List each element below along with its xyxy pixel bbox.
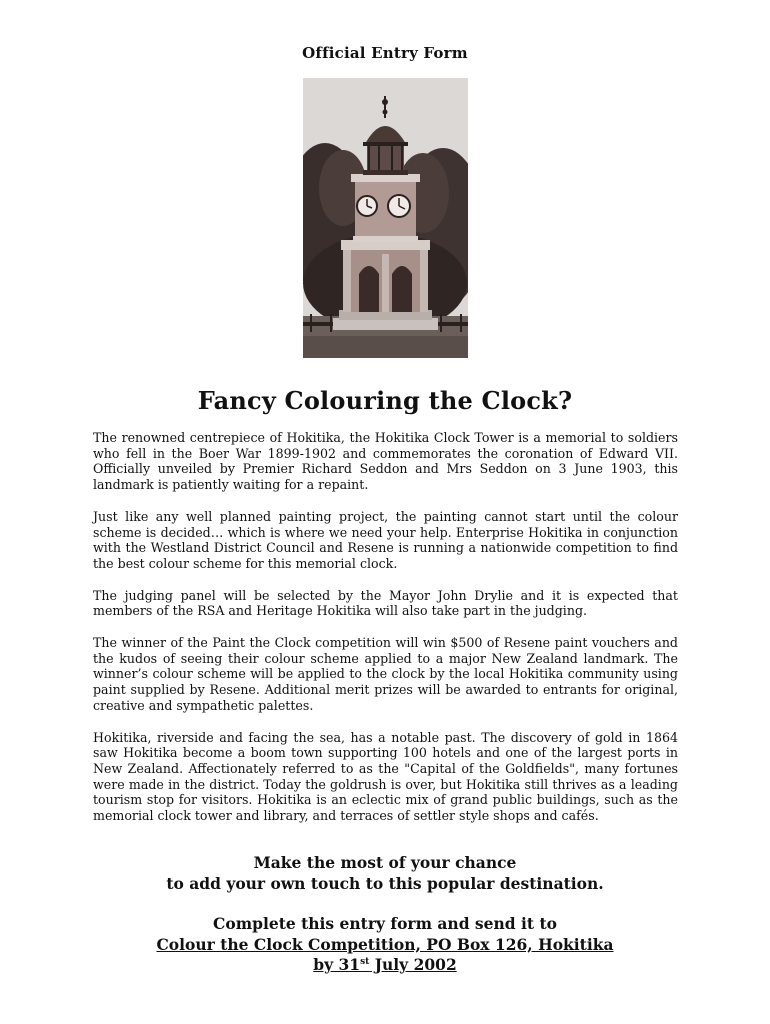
deadline-ordinal: st bbox=[360, 956, 370, 967]
paragraph-hokitika: Hokitika, riverside and facing the sea, has a notable past. The discovery of gold in 1864 saw Hokitika become a boom town supporting 100 hotels and one of the largest ports in New Zealand. Affectionately referred to as the "Capital of the Goldfields", many fortunes were made in the district. Today the goldrush is over, but Hokitika still thrives as a leading tourism stop for visitors. Hokitika is an eclectic mix of grand public buildings, such as the memorial clock tower and library, and terraces of settler style shops and cafés. bbox=[93, 729, 678, 824]
call-to-action bbox=[0, 853, 770, 894]
postal-address: Colour the Clock Competition, PO Box 126, Hokitika bbox=[156, 934, 614, 954]
page-title: Fancy Colouring the Clock? bbox=[197, 386, 573, 415]
body-text bbox=[93, 430, 678, 840]
clock-tower-illustration bbox=[303, 78, 468, 358]
deadline bbox=[0, 955, 770, 976]
clock-tower-photo bbox=[303, 78, 468, 358]
cta-line-1: Make the most of your chance bbox=[253, 853, 517, 872]
submission-instructions bbox=[0, 914, 770, 976]
paragraph-prize: The winner of the Paint the Clock competition will win $500 of Resene paint vouchers and the kudos of seeing their colour scheme applied to a major New Zealand landmark. The winner’s colour scheme will be applied to the clock by the local Hokitika community using paint supplied by Resene. Additional merit prizes will be awarded to entrants for original, creative and sympathetic palettes. bbox=[93, 635, 678, 713]
form-label: Official Entry Form bbox=[302, 44, 468, 62]
deadline-prefix: by 31 bbox=[313, 955, 361, 974]
paragraph-judging: The judging panel will be selected by the Mayor John Drylie and it is expected that members of the RSA and Heritage Hokitika will also take part in the judging. bbox=[93, 587, 678, 619]
cta-line-2: to add your own touch to this popular destination. bbox=[166, 873, 604, 893]
paragraph-history: The renowned centrepiece of Hokitika, the Hokitika Clock Tower is a memorial to soldiers who fell in the Boer War 1899-1902 and commemorates the coronation of Edward VII. Officially unveiled by Premier Richard Seddon and Mrs Seddon on 3 June 1903, this landmark is patiently waiting for a repaint. bbox=[93, 430, 678, 493]
deadline-rest: July 2002 bbox=[369, 955, 457, 974]
submit-line-1: Complete this entry form and send it to bbox=[213, 914, 557, 933]
paragraph-competition: Just like any well planned painting project, the painting cannot start until the colour scheme is decided… which is where we need your help. Enterprise Hokitika in conjunction with the Westland District Council and Resene is running a nationwide competition to find the best colour scheme for this memorial clock. bbox=[93, 508, 678, 571]
